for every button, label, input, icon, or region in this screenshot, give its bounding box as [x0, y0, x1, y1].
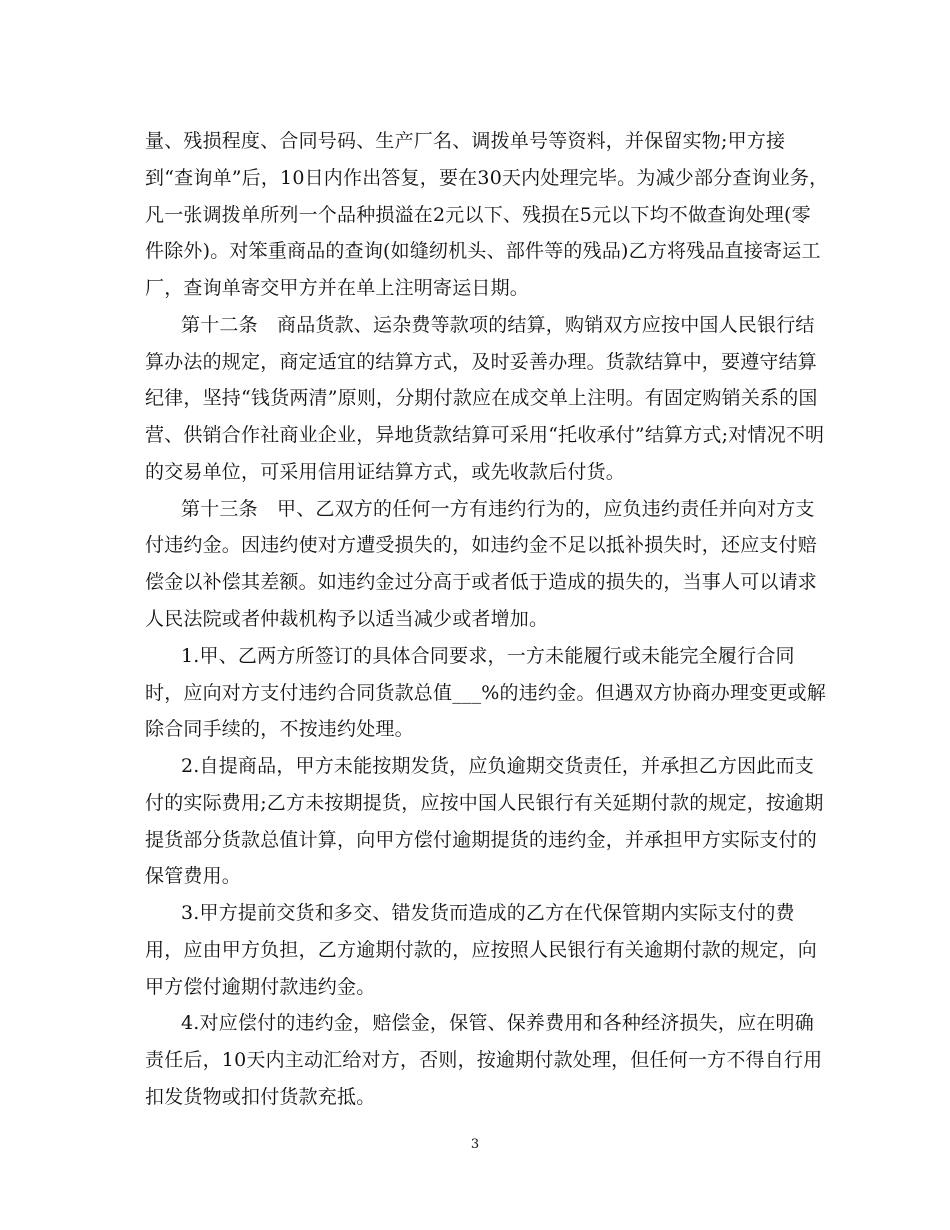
text-line: 算办法的规定，商定适宜的结算方式，及时妥善办理。货款结算中，要遵守结算 [145, 351, 818, 373]
text-line: 营、供销合作社商业企业，异地货款结算可采用“托收承付”结算方式;对情况不明 [145, 424, 825, 446]
paragraph-start-line: 3.甲方提前交货和多交、错发货而造成的乙方在代保管期内实际支付的费 [181, 902, 795, 924]
text-line: 的交易单位，可采用信用证结算方式，或先收款后付货。 [145, 461, 626, 483]
text-line: 扣发货物或扣付货款充抵。 [145, 1086, 376, 1108]
text-line: 保管费用。 [145, 865, 242, 887]
text-line: 量、残损程度、合同号码、生产厂名、调拨单号等资料，并保留实物;甲方接 [145, 130, 786, 152]
paragraph-start-line: 1.甲、乙两方所签订的具体合同要求，一方未能履行或未能完全履行合同 [181, 645, 795, 667]
paragraph-start-line: 4.对应偿付的违约金，赔偿金，保管、保养费用和各种经济损失，应在明确 [181, 1012, 814, 1034]
paragraph-start-line: 第十二条 商品货款、运杂费等款项的结算，购销双方应按中国人民银行结 [181, 314, 815, 336]
text-line: 付违约金。因违约使对方遭受损失的，如违约金不足以抵补损失时，还应支付赔 [145, 534, 818, 556]
page-number: 3 [470, 1137, 480, 1152]
text-line: 责任后，10天内主动汇给对方，否则，按逾期付款处理，但任何一方不得自行用 [145, 1049, 823, 1071]
text-line: 纪律，坚持“钱货两清”原则，分期付款应在成交单上注明。有固定购销关系的国 [145, 387, 818, 409]
text-line: 凡一张调拨单所列一个品种损溢在2元以下、残损在5元以下均不做查询处理(零 [145, 204, 811, 226]
text-line: 付的实际费用;乙方未按期提货，应按中国人民银行有关延期付款的规定，按逾期 [145, 792, 824, 814]
text-line: 到“查询单”后，10日内作出答复，要在30天内处理完毕。为减少部分查询业务， [145, 167, 829, 189]
text-line: 除合同手续的，不按违约处理。 [145, 718, 414, 740]
text-line: 人民法院或者仲裁机构予以适当减少或者增加。 [145, 608, 549, 630]
paragraph-start-line: 2.自提商品，甲方未能按期发货，应负逾期交货责任，并承担乙方因此而支 [181, 755, 814, 777]
text-line: 提货部分货款总值计算，向甲方偿付逾期提货的违约金，并承担甲方实际支付的 [145, 829, 818, 851]
text-line: 甲方偿付逾期付款违约金。 [145, 976, 376, 998]
text-line: 偿金以补偿其差额。如违约金过分高于或者低于造成的损失的，当事人可以请求 [145, 571, 818, 593]
text-line: 件除外)。对笨重商品的查询(如缝纫机头、部件等的残品)乙方将残品直接寄运工 [145, 240, 821, 262]
text-line: 厂，查询单寄交甲方并在单上注明寄运日期。 [145, 277, 530, 299]
text-line: 时，应向对方支付违约合同货款总值___%的违约金。但遇双方协商办理变更或解 [145, 682, 826, 704]
text-line: 用，应由甲方负担，乙方逾期付款的，应按照人民银行有关逾期付款的规定，向 [145, 939, 818, 961]
paragraph-start-line: 第十三条 甲、乙双方的任何一方有违约行为的，应负违约责任并向对方支 [181, 498, 815, 520]
